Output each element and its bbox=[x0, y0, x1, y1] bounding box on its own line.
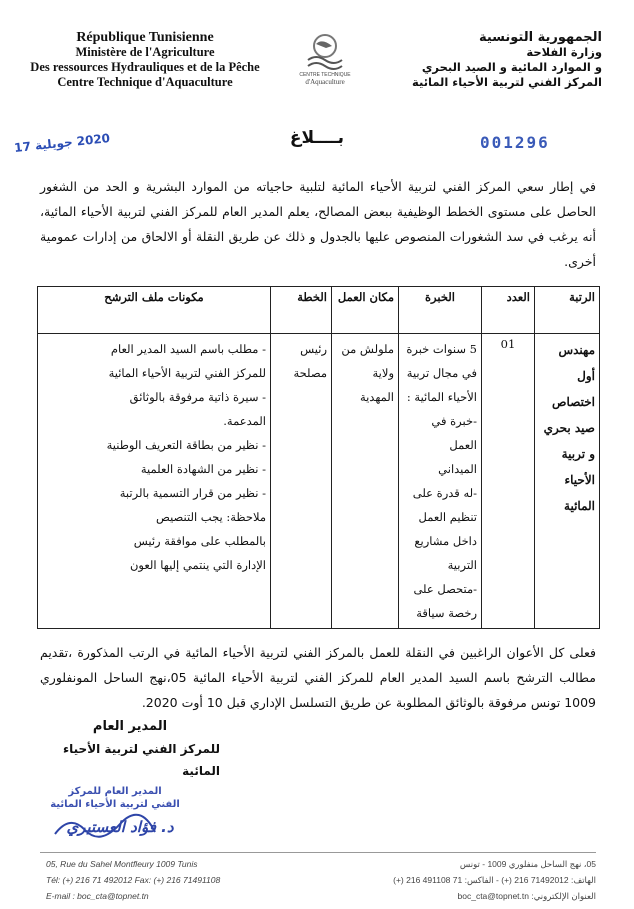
experience-line: في مجال تربية bbox=[406, 366, 477, 380]
experience-line: الأحياء المائية : bbox=[406, 390, 477, 404]
header-ar bbox=[372, 30, 602, 90]
cell-plan bbox=[271, 334, 332, 629]
header-ar-line1: الجمهورية التونسية bbox=[478, 30, 602, 45]
stamp-line1: المدير العام للمركز bbox=[68, 786, 162, 797]
experience-line: 5 سنوات خبرة bbox=[406, 342, 477, 356]
official-stamp bbox=[40, 785, 190, 811]
file-line: - سيرة ذاتية مرفوقة بالوثائق bbox=[129, 390, 266, 404]
logo-emblem-icon bbox=[302, 32, 348, 72]
file-line: - مطلب باسم السيد المدير العام bbox=[110, 342, 266, 356]
closing-paragraph: فعلى كل الأعوان الراغبين في النقلة للعمل بالمركز الفني لتربية الأحياء المائية في الرتب المذكورة ،تقديم مطالب الترشح باسم السيد المدير العام للمركز الفني لتربية الأحياء المائية 05،نهج الساحل المونفلوري 1009 تونس مرفوقة بالوثائق المطلوبة عن طريق التسلسل الإداري قبل 10 أوت 2020. bbox=[40, 645, 596, 710]
logo bbox=[295, 32, 355, 94]
signature-scribble-icon bbox=[50, 812, 160, 842]
cell-rank: مهندس أول اختصاص صيد بحري و تربية الأحياء المائية bbox=[535, 334, 600, 629]
header-fr bbox=[30, 30, 260, 90]
signatory-name: د. فؤاد العستيري bbox=[66, 818, 174, 836]
footer-fr-phone: Tél: (+) 216 71 492012 Fax: (+) 216 71491108 bbox=[46, 875, 221, 885]
file-line: للمركز الفني لتربية الأحياء المائية bbox=[108, 366, 266, 380]
workplace-line: ملولش من bbox=[341, 342, 394, 356]
cell-workplace bbox=[332, 334, 399, 629]
cell-experience bbox=[399, 334, 482, 629]
experience-line: داخل مشاريع bbox=[414, 534, 477, 548]
header-ar-line2: وزارة الفلاحة bbox=[526, 45, 602, 59]
footer-divider bbox=[40, 852, 596, 853]
header-fr-line4: Centre Technique d'Aquaculture bbox=[57, 75, 233, 89]
file-line: - نظير من الشهادة العلمية bbox=[140, 462, 266, 476]
intro-paragraph: في إطار سعي المركز الفني لتربية الأحياء المائية لتلبية حاجياته من الموارد البشرية و الحد من الشغور الحاصل على مستوى الخطط الوظيفية ببعض المصالح، يعلم المدير العام للمركز الفني لتربية الأحياء المائية، أنه يرغب في سد الشغورات المنصوص عليها بالجدول و ذلك عن طريق النقلة أو الالحاق من إدارات عمومية أخرى. bbox=[40, 179, 596, 269]
experience-line: الميداني bbox=[438, 462, 477, 476]
signature-block bbox=[40, 716, 220, 782]
positions-table bbox=[37, 286, 600, 629]
file-line: المدعمة. bbox=[223, 414, 266, 428]
footer-ar-address: 05، نهج الساحل منفلوري 1009 - تونس bbox=[459, 859, 596, 869]
header-ar-line4: المركز الفني لتربية الأحياء المائية bbox=[412, 75, 602, 89]
col-experience-header: الخبرة bbox=[399, 287, 482, 334]
footer-fr bbox=[46, 856, 306, 904]
col-workplace-header: مكان العمل bbox=[332, 287, 399, 334]
footer-fr-email: E-mail : boc_cta@topnet.tn bbox=[46, 891, 149, 901]
experience-line: -متحصل على bbox=[413, 582, 477, 596]
file-line: - نظير من قرار التسمية بالرتبة bbox=[119, 486, 266, 500]
stamp-line2: الفني لتربية الأحياء المائية bbox=[50, 799, 180, 810]
date-stamp: 2020 جويلية 17 bbox=[13, 131, 111, 155]
col-plan-header: الخطة bbox=[271, 287, 332, 334]
logo-caption-bottom: d'Aquaculture bbox=[305, 78, 345, 86]
col-rank-header: الرتبة bbox=[535, 287, 600, 334]
header-fr-line1: République Tunisienne bbox=[76, 30, 214, 45]
experience-line: التربية bbox=[447, 558, 477, 572]
plan-line: رئيس bbox=[300, 342, 327, 356]
workplace-line: المهدية bbox=[359, 390, 394, 404]
plan-line: مصلحة bbox=[293, 366, 327, 380]
file-line: ملاحظة: يجب التنصيص bbox=[155, 510, 266, 524]
header-ar-line3: و الموارد المائية و الصيد البحري bbox=[421, 60, 602, 74]
experience-line: تنظيم العمل bbox=[418, 510, 477, 524]
logo-caption-top: CENTRE TECHNIQUE bbox=[299, 72, 351, 78]
footer-ar bbox=[326, 856, 596, 904]
experience-line: -خبرة في العمل bbox=[431, 414, 477, 452]
workplace-line: ولاية bbox=[372, 366, 394, 380]
experience-line: رخصة سياقة bbox=[416, 606, 477, 620]
col-file-header: مكونات ملف الترشح bbox=[38, 287, 271, 334]
header-fr-line2: Ministère de l'Agriculture bbox=[75, 45, 215, 59]
signature-center: للمركز الفني لتربية الأحياء المائية bbox=[63, 742, 220, 778]
file-line: - نظير من بطاقة التعريف الوطنية bbox=[106, 438, 266, 452]
cell-file bbox=[38, 334, 271, 629]
cell-count: 01 bbox=[482, 334, 535, 629]
document-title: بــــلاغ bbox=[289, 128, 345, 148]
table-header-row bbox=[38, 287, 600, 334]
footer-ar-email: العنوان الإلكتروني: boc_cta@topnet.tn bbox=[457, 891, 596, 901]
signature-title: المدير العام bbox=[92, 719, 168, 734]
file-line: الإدارة التي ينتمي إليها العون bbox=[129, 558, 266, 572]
footer-ar-phone: الهاتف: 71492012 216 (+) - الفاكس: 71 491108 216 (+) bbox=[393, 875, 596, 885]
document-number: 001296 bbox=[480, 133, 550, 152]
col-count-header: العدد bbox=[482, 287, 535, 334]
file-line: بالمطلب على موافقة رئيس bbox=[133, 534, 266, 548]
header-fr-line3: Des ressources Hydrauliques et de la Pêche bbox=[30, 60, 260, 74]
footer-fr-address: 05, Rue du Sahel Montfleury 1009 Tunis bbox=[46, 859, 198, 869]
table-row bbox=[38, 334, 600, 629]
experience-line: -له قدرة على bbox=[412, 486, 477, 500]
